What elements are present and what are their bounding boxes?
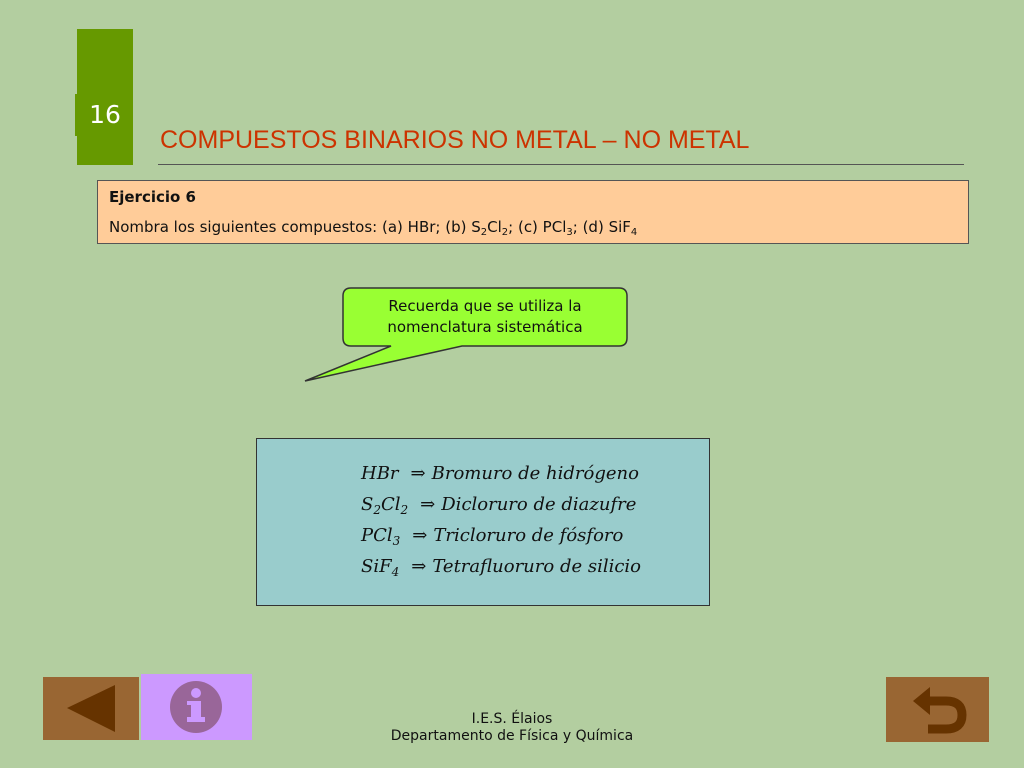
footer xyxy=(362,711,662,745)
return-button[interactable] xyxy=(886,677,989,742)
slide-number: 16 xyxy=(89,100,121,129)
answer-row-pcl3: PCl$_3$ ⇒ Tricloruro de fósforo xyxy=(361,525,624,548)
answers-box xyxy=(256,438,710,606)
exercise-heading: Ejercicio 6 xyxy=(109,188,196,206)
page-title: COMPUESTOS BINARIOS NO METAL – NO METAL xyxy=(160,126,750,154)
info-icon xyxy=(141,674,252,740)
answer-row-s2cl2: $S_2Cl_2$ ⇒ Dicloruro de diazufre xyxy=(361,494,637,517)
footer-school: I.E.S. Élaios xyxy=(471,711,553,727)
footer-department: Departamento de Física y Química xyxy=(390,728,634,744)
back-button[interactable] xyxy=(43,677,139,740)
answer-row-hbr: HBr ⇒ Bromuro de hidrógeno xyxy=(361,463,639,484)
callout-text: Recuerda que se utiliza la nomenclatura sistemática xyxy=(387,297,583,336)
exercise-prompt: Nombra los siguientes compuestos: (a) HBr; (b) $S_2Cl_2$; (c) PCl$_3$; (d) SiF$_4$ xyxy=(109,218,638,238)
answer-row-sif4: SiF$_4$ ⇒ Tetrafluoruro de silicio xyxy=(361,556,642,579)
info-button[interactable] xyxy=(141,674,252,740)
return-arrow-icon xyxy=(886,677,989,742)
triangle-left-icon xyxy=(43,677,139,740)
